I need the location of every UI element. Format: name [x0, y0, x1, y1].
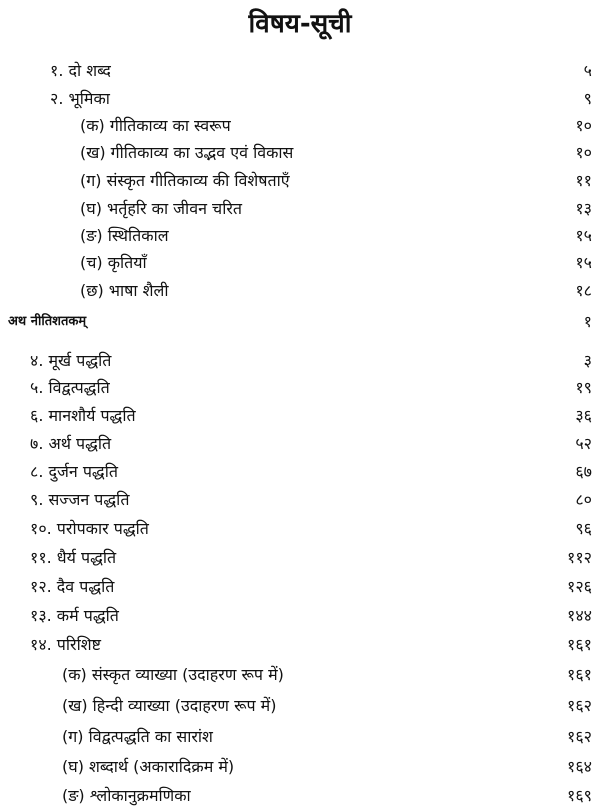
- toc-entry-page: ८०: [575, 490, 592, 509]
- toc-entry-page: १: [583, 312, 592, 331]
- toc-entry-page: १५: [575, 226, 592, 245]
- toc-entry-label: २. भूमिका: [50, 89, 110, 108]
- toc-entry-label: (ङ) श्लोकानुक्रमणिका: [62, 786, 191, 805]
- toc-entry: [30, 459, 592, 485]
- toc-entry-label: (ग) संस्कृत गीतिकाव्य की विशेषताएँ: [80, 171, 290, 190]
- toc-entry-label: १. दो शब्द: [50, 61, 111, 80]
- toc-entry-page: ३६: [575, 406, 592, 425]
- toc-entry-page: ९: [583, 89, 592, 108]
- toc-entry: [80, 223, 592, 249]
- toc-entry-label: (घ) शब्दार्थ (अकारादिक्रम में): [62, 757, 235, 776]
- toc-entry-label: ११. धैर्य पद्धति: [30, 548, 117, 567]
- toc-entry-page: ५२: [575, 434, 592, 453]
- toc-entry-label: अथ नीतिशतकम्: [8, 314, 87, 329]
- toc-entry-label: (ख) हिन्दी व्याख्या (उदाहरण रूप में): [62, 696, 277, 715]
- toc-entry-label: १०. परोपकार पद्धति: [30, 519, 149, 538]
- toc-entry-page: १६४: [567, 757, 592, 776]
- toc-entry-page: १०: [575, 143, 592, 162]
- page-title: विषय-सूची: [248, 9, 352, 39]
- toc-entry: [30, 603, 592, 629]
- toc-entry: [30, 487, 592, 513]
- toc-entry: [30, 574, 592, 600]
- toc-entry-label: (ख) गीतिकाव्य का उद्भव एवं विकास: [80, 143, 294, 162]
- toc-entry: [50, 86, 592, 112]
- toc-entry-label: (ग) विद्वत्पद्धति का सारांश: [62, 727, 213, 746]
- toc-entry-label: ६. मानशौर्य पद्धति: [30, 406, 136, 425]
- toc-entry: [50, 58, 592, 84]
- toc-entry-page: १६१: [567, 665, 592, 684]
- toc-entry-page: १६२: [567, 727, 592, 746]
- toc-entry-page: ५: [583, 61, 592, 80]
- toc-entry-page: १३: [575, 199, 592, 218]
- toc-entry-page: १०: [575, 116, 592, 135]
- toc-entry-page: ११२: [567, 548, 592, 567]
- toc-entry-label: ८. दुर्जन पद्धति: [30, 462, 118, 481]
- toc-entry: [30, 516, 592, 542]
- toc-entry-label: ९. सज्जन पद्धति: [30, 490, 130, 509]
- toc-entry: [30, 348, 592, 374]
- toc-entry-label: (ङ) स्थितिकाल: [80, 226, 169, 245]
- toc-entry-page: १६१: [567, 635, 592, 654]
- toc-entry-label: १२. दैव पद्धति: [30, 577, 115, 596]
- toc-entry-label: (क) संस्कृत व्याख्या (उदाहरण रूप में): [62, 665, 284, 684]
- toc-entry: [80, 278, 592, 304]
- toc-entry: [30, 545, 592, 571]
- toc-entry: [62, 754, 592, 780]
- toc-entry: [30, 632, 592, 658]
- toc-entry: [30, 375, 592, 401]
- toc-section-heading: [8, 309, 592, 335]
- toc-entry-label: १४. परिशिष्ट: [30, 635, 101, 654]
- toc-entry: [30, 403, 592, 429]
- toc-entry-label: (च) कृतियाँ: [80, 253, 147, 272]
- toc-entry-page: १६२: [567, 696, 592, 715]
- toc-entry-label: ४. मूर्ख पद्धति: [30, 351, 112, 370]
- toc-entry: [80, 250, 592, 276]
- toc-entry-page: १४४: [567, 606, 592, 625]
- toc-entry: [80, 168, 592, 194]
- toc-entry-page: १६९: [567, 786, 592, 805]
- toc-entry: [80, 196, 592, 222]
- toc-entry: [80, 113, 592, 139]
- toc-entry-page: ३: [583, 351, 592, 370]
- toc-entry: [62, 693, 592, 719]
- toc-entry: [62, 783, 592, 809]
- toc-entry-page: १९: [575, 378, 592, 397]
- toc-entry: [62, 662, 592, 688]
- toc-entry-page: ९६: [575, 519, 592, 538]
- toc-entry-page: १५: [575, 253, 592, 272]
- toc-entry-page: १२६: [567, 577, 592, 596]
- toc-entry-label: ७. अर्थ पद्धति: [30, 434, 112, 453]
- toc-entry: [62, 724, 592, 750]
- toc-entry-page: ६७: [575, 462, 592, 481]
- toc-entry: [80, 140, 592, 166]
- toc-entry-label: ५. विद्वत्पद्धति: [30, 378, 110, 397]
- toc-entry-page: १८: [575, 281, 592, 300]
- toc-entry: [30, 431, 592, 457]
- toc-entry-label: (छ) भाषा शैली: [80, 281, 169, 300]
- toc-entry-label: (क) गीतिकाव्य का स्वरूप: [80, 116, 231, 135]
- toc-entry-label: (घ) भर्तृहरि का जीवन चरित: [80, 199, 243, 218]
- toc-entry-page: ११: [575, 171, 592, 190]
- toc-entry-label: १३. कर्म पद्धति: [30, 606, 119, 625]
